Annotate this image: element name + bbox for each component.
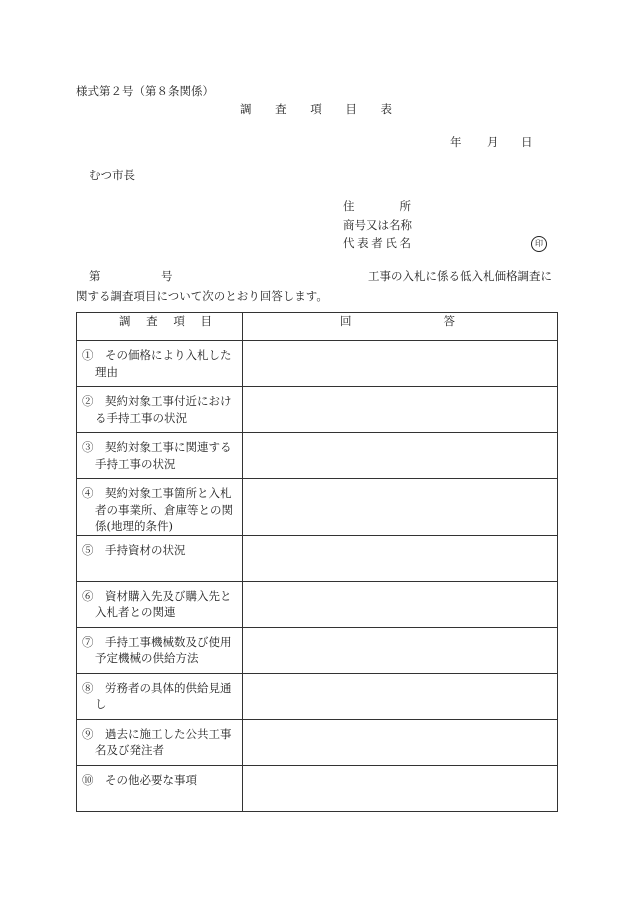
table-row (77, 581, 558, 627)
header-item-char: 調 (119, 314, 131, 328)
item-text: ① その価格により入札した理由 (82, 348, 232, 379)
title-char: 査 (275, 102, 287, 116)
item-text: ④ 契約対象工事箇所と入札者の事業所、倉庫等との関係(地理的条件) (82, 486, 233, 533)
title-char: 調 (240, 102, 252, 116)
item-text: ⑩ その他必要な事項 (82, 772, 197, 787)
item-text: ⑤ 手持資材の状況 (82, 542, 186, 557)
item-cell (77, 719, 243, 765)
item-cell (77, 765, 243, 811)
representative-char: 氏 (385, 236, 397, 250)
item-cell (77, 341, 243, 387)
header-item-char: 査 (146, 314, 158, 328)
answer-cell[interactable] (243, 387, 558, 433)
representative-label (343, 238, 411, 250)
header-item-char: 項 (173, 314, 185, 328)
item-text: ③ 契約対象工事に関連する手持工事の状況 (82, 440, 232, 471)
representative-char: 表 (357, 236, 369, 250)
trade-name-label: 商号又は名称 (343, 218, 412, 232)
answer-cell[interactable] (243, 581, 558, 627)
date-year: 年 (450, 135, 462, 149)
body-text-line1: 工事の入札に係る低入札価格調査に (368, 269, 552, 283)
item-text: ⑦ 手持工事機械数及び使用予定機械の供給方法 (82, 634, 232, 665)
answer-cell[interactable] (243, 433, 558, 479)
item-cell (77, 387, 243, 433)
item-text: ⑨ 過去に施工した公共工事名及び発注者 (82, 726, 232, 757)
representative-char: 者 (371, 236, 383, 250)
addressee: むつ市長 (89, 168, 135, 182)
item-cell (77, 479, 243, 536)
table-row (77, 627, 558, 673)
header-item (77, 313, 243, 341)
item-cell (77, 627, 243, 673)
date-month: 月 (487, 135, 499, 149)
form-label: 様式第２号（第８条関係） (76, 84, 214, 98)
header-item-char: 目 (200, 314, 212, 328)
answer-cell[interactable] (243, 765, 558, 811)
item-cell (77, 433, 243, 479)
answer-cell[interactable] (243, 627, 558, 673)
answer-cell[interactable] (243, 341, 558, 387)
number-prefix: 第 (89, 269, 101, 283)
header-answer (243, 313, 558, 341)
document-title (240, 104, 392, 116)
title-char: 表 (380, 102, 392, 116)
table-row (77, 341, 558, 387)
title-char: 目 (345, 102, 357, 116)
seal-mark: 印 (531, 236, 547, 252)
table-header-row (77, 313, 558, 341)
item-cell (77, 535, 243, 581)
address-char: 所 (399, 199, 411, 213)
header-answer-char: 答 (443, 314, 455, 328)
address-char: 住 (343, 199, 355, 213)
table-row (77, 479, 558, 536)
answer-cell[interactable] (243, 479, 558, 536)
item-text: ⑧ 労務者の具体的供給見通し (82, 680, 232, 711)
item-cell (77, 673, 243, 719)
table-row (77, 673, 558, 719)
representative-char: 代 (343, 236, 355, 250)
title-char: 項 (310, 102, 322, 116)
table-row (77, 765, 558, 811)
item-text: ⑥ 資材購入先及び購入先と入札者との関連 (82, 588, 232, 619)
body-text-line2: 関する調査項目について次のとおり回答します。 (76, 289, 328, 303)
header-answer-char: 回 (340, 314, 352, 328)
item-cell (77, 581, 243, 627)
representative-char: 名 (399, 236, 411, 250)
date-day: 日 (521, 135, 533, 149)
answer-cell[interactable] (243, 673, 558, 719)
number-suffix: 号 (161, 269, 173, 283)
survey-table (76, 312, 558, 812)
answer-cell[interactable] (243, 535, 558, 581)
table-row (77, 387, 558, 433)
address-label (343, 201, 411, 213)
item-text: ② 契約対象工事付近における手持工事の状況 (82, 394, 232, 425)
table-row (77, 719, 558, 765)
table-row (77, 433, 558, 479)
answer-cell[interactable] (243, 719, 558, 765)
table-row (77, 535, 558, 581)
